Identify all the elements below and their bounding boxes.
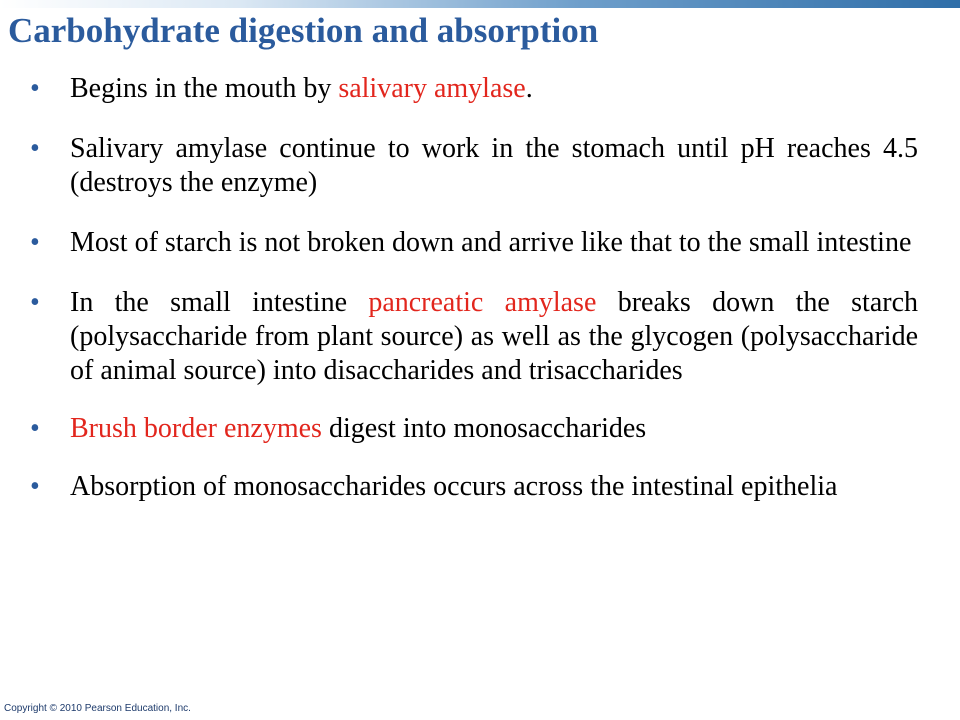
bullet-text-tail: .: [525, 73, 533, 104]
bullet-icon: •: [30, 413, 40, 444]
highlighted-term: Brush border enzymes: [70, 413, 322, 444]
bullet-icon: •: [30, 287, 40, 318]
bullet-icon: •: [30, 133, 40, 164]
bullet-item-stomach: [30, 132, 918, 200]
bullet-icon: •: [30, 73, 40, 104]
bullet-icon: •: [30, 471, 40, 502]
bullet-text: Salivary amylase continue to work in the stomach until pH reaches 4.5 (destroys the enzyme): [70, 133, 918, 198]
bullet-item-starch: [30, 226, 918, 260]
bullet-text-tail: breaks down the starch (polysaccharide from plant source) as well as the glycogen (polysaccharide of animal source) into disaccharides and trisaccharides: [70, 287, 918, 386]
bullet-text: Begins in the mouth by: [70, 73, 339, 104]
bullet-item-brush-border: [30, 412, 918, 446]
bullet-item-absorption: [30, 470, 918, 504]
top-accent-bar: [0, 0, 960, 8]
bullet-text: Absorption of monosaccharides occurs across the intestinal epithelia: [70, 471, 838, 502]
bullet-text: Most of starch is not broken down and arrive like that to the small intestine: [70, 227, 912, 258]
bullet-text: In the small intestine: [70, 287, 369, 318]
slide-title: Carbohydrate digestion and absorption: [8, 11, 599, 50]
highlighted-term: salivary amylase: [338, 73, 526, 104]
bullet-list: [30, 72, 918, 530]
bullet-item-mouth: [30, 72, 918, 106]
highlighted-term: pancreatic amylase: [368, 287, 597, 318]
bullet-icon: •: [30, 227, 40, 258]
copyright-notice: Copyright © 2010 Pearson Education, Inc.: [4, 703, 191, 714]
bullet-item-small-intestine: [30, 286, 918, 388]
bullet-text-tail: digest into monosaccharides: [321, 413, 647, 444]
